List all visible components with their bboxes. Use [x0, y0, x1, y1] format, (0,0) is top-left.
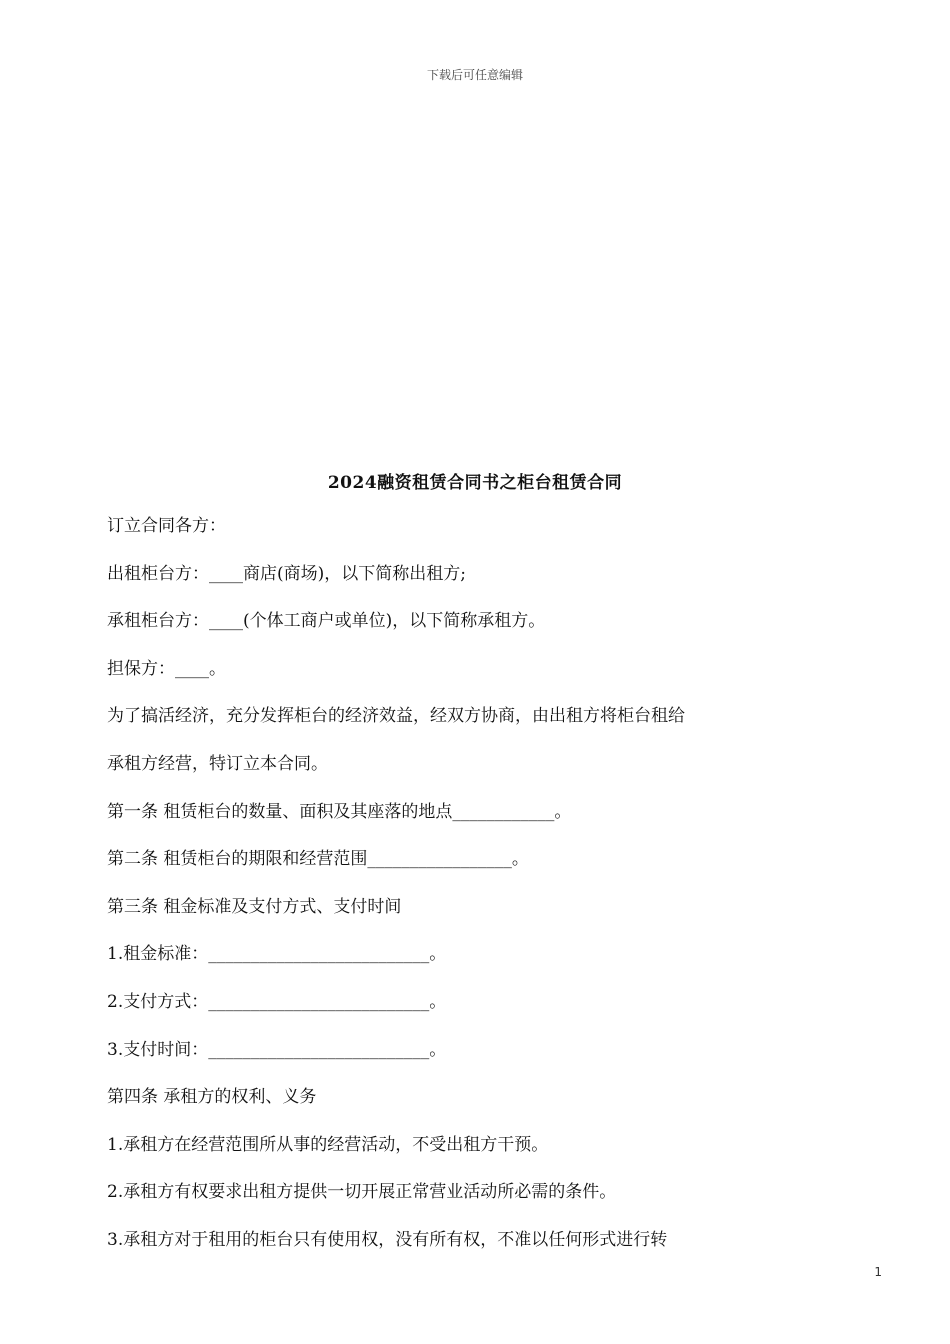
body-line: 担保方：____。 [107, 658, 226, 679]
document-title: 2024融资租赁合同书之柜台租赁合同 [327, 473, 623, 493]
list-item: 2.承租方有权要求出租方提供一切开展正常营业活动所必需的条件。 [107, 1182, 617, 1203]
list-item: 3.支付时间：__________________________。 [107, 1039, 447, 1060]
body-line: 出租柜台方：____商店(商场)，以下简称出租方; [107, 563, 466, 584]
article-heading: 第二条 租赁柜台的期限和经营范围_________________。 [107, 849, 529, 870]
article-heading: 第一条 租赁柜台的数量、面积及其座落的地点____________。 [107, 801, 572, 822]
page-header-note: 下载后可任意编辑 [426, 68, 523, 82]
list-item: 2.支付方式：__________________________。 [107, 991, 447, 1012]
document-body [107, 514, 867, 1276]
list-item: 3.承租方对于租用的柜台只有使用权，没有所有权，不准以任何形式进行转 [107, 1229, 668, 1250]
body-line: 为了搞活经济，充分发挥柜台的经济效益，经双方协商，由出租方将柜台租给 [107, 706, 685, 727]
page-number: 1 [874, 1265, 882, 1279]
article-heading: 第四条 承租方的权利、义务 [107, 1087, 317, 1108]
list-item: 1.承租方在经营范围所从事的经营活动，不受出租方干预。 [107, 1134, 549, 1155]
body-line: 承租方经营，特订立本合同。 [107, 753, 328, 774]
article-heading: 第三条 租金标准及支付方式、支付时间 [107, 896, 402, 917]
body-line: 订立合同各方： [107, 516, 226, 536]
body-line: 承租柜台方：____(个体工商户或单位)，以下简称承租方。 [107, 611, 546, 632]
list-item: 1.租金标准：__________________________。 [107, 944, 447, 965]
